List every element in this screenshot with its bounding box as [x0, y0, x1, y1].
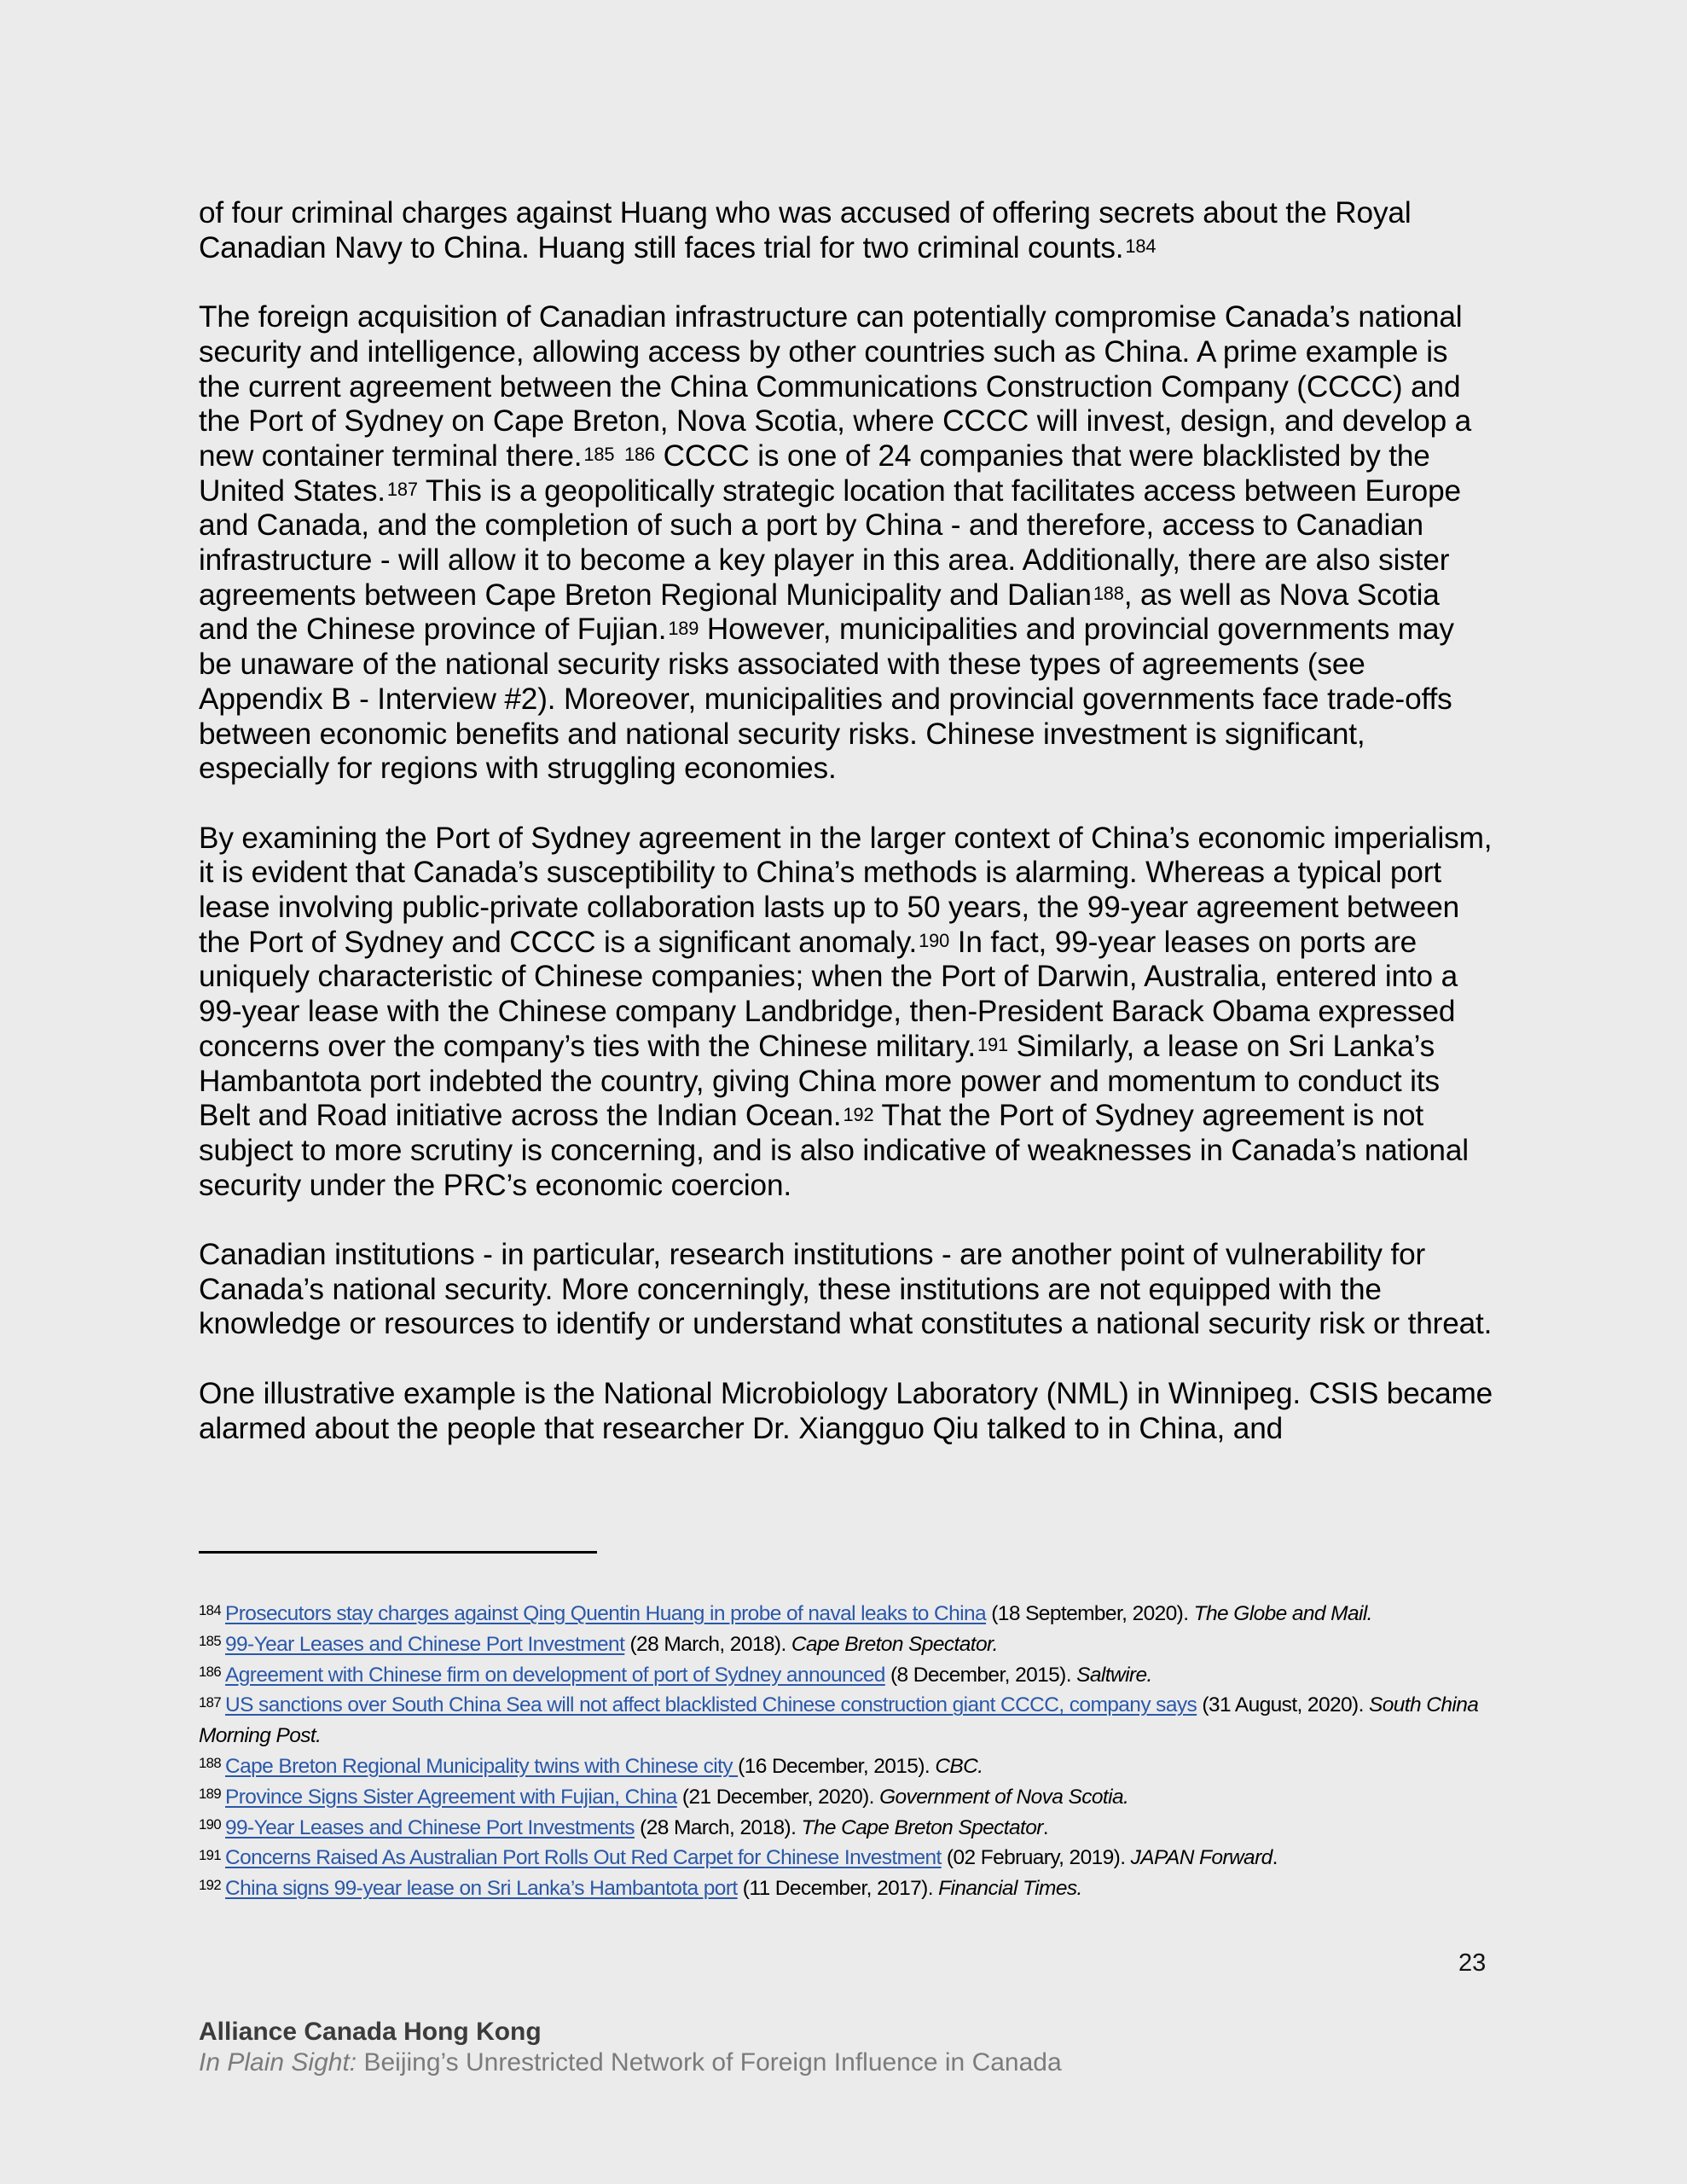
- footnote-item: [199, 1690, 1495, 1751]
- footnote-number: 188: [199, 1755, 221, 1772]
- body-paragraph: [199, 1238, 1495, 1342]
- footnote-publication: CBC.: [935, 1754, 983, 1778]
- footnote-date: (11 December, 2017).: [737, 1877, 939, 1901]
- footnote-date: (02 February, 2019).: [941, 1846, 1131, 1870]
- footnote-source-link[interactable]: Prosecutors stay charges against Qing Quentin Huang in probe of naval leaks to China: [225, 1602, 987, 1625]
- footnote-item: [199, 1782, 1495, 1813]
- footnote-number: 184: [199, 1602, 221, 1619]
- footnote-number: 189: [199, 1785, 221, 1802]
- footnote-reference[interactable]: 189: [668, 617, 699, 639]
- footnote-reference[interactable]: 190: [919, 930, 950, 952]
- footnote-number: 187: [199, 1693, 221, 1711]
- paragraph-text: However, municipalities and provincial governments may be unaware of the national security risks associated with these types of agreements (see Appendix B - Interview #2). Moreover, municipalities and provincial governments face trade-offs between economic benefits and national security risks. Chinese investment is significant, especially for regions with struggling economies.: [199, 613, 1454, 786]
- footnote-number: 185: [199, 1632, 221, 1649]
- footnotes-list: [199, 1599, 1495, 1904]
- footer-report-title-rest: Beijing’s Unrestricted Network of Foreign Influence in Canada: [357, 2048, 1062, 2077]
- footnote-punctuation: .: [1042, 1815, 1049, 1839]
- footnote-date: (8 December, 2015).: [884, 1663, 1077, 1687]
- page-number: 23: [1458, 1949, 1487, 1977]
- footnote-separator: [199, 1551, 597, 1554]
- paragraph-text: The foreign acquisition of Canadian infrastructure can potentially compromise Canada’s national security and intelligence, allowing access by other countries such as China. A prime example is the current agreement between the China Communications Construction Company (CCCC) and the Port of Sydney on Cape Breton, Nova Scotia, where CCCC will invest, design, and develop a new container terminal there.: [199, 300, 1472, 473]
- footnote-publication: South China Morning Post.: [199, 1693, 1479, 1748]
- footnote-reference[interactable]: 185: [583, 444, 615, 466]
- footer-report-title: [199, 2048, 1062, 2078]
- footnote-source-link[interactable]: 99-Year Leases and Chinese Port Investment: [225, 1632, 625, 1656]
- footnote-source-link[interactable]: US sanctions over South China Sea will not affect blacklisted Chinese construction giant CCCC, company says: [225, 1693, 1197, 1717]
- paragraph-text: This is a geopolitically strategic location that facilitates access between Europe and Canada, and the completion of such a port by China - and therefore, access to Canadian infrastructure - will allow it to become a key player in this area. Additionally, there are also sister agreements between Cape Breton Regional Municipality and Dalian: [199, 473, 1461, 612]
- body-paragraph: [199, 1377, 1495, 1446]
- footer-org-name: Alliance Canada Hong Kong: [199, 2018, 542, 2046]
- footnote-publication: Government of Nova Scotia.: [879, 1785, 1129, 1809]
- footnote-item: [199, 1813, 1495, 1844]
- paragraph-text: In fact, 99-year leases on ports are uniquely characteristic of Chinese companies; when the Port of Darwin, Australia, entered into a 99-year lease with the Chinese company Landbridge, then-President Barack Obama expressed concerns over the company’s ties with the Chinese military.: [199, 925, 1458, 1063]
- footnote-date: (21 December, 2020).: [676, 1785, 880, 1809]
- page-footer: [199, 2017, 1062, 2078]
- footnote-number: 190: [199, 1815, 221, 1833]
- footnote-reference[interactable]: 184: [1125, 235, 1157, 258]
- footnote-source-link[interactable]: Cape Breton Regional Municipality twins with Chinese city: [225, 1754, 739, 1778]
- footnote-publication: JAPAN Forward: [1130, 1846, 1272, 1870]
- footer-report-title-italic: In Plain Sight:: [199, 2048, 357, 2077]
- footnote-reference[interactable]: 186: [624, 444, 655, 466]
- footnote-number: 192: [199, 1877, 221, 1894]
- footnote-date: (16 December, 2015).: [738, 1754, 936, 1778]
- paragraph-text: [614, 439, 623, 473]
- footnote-item: [199, 1629, 1495, 1660]
- footnote-publication: Saltwire.: [1076, 1663, 1152, 1687]
- footnote-source-link[interactable]: China signs 99-year lease on Sri Lanka’s Hambantota port: [225, 1877, 738, 1901]
- body-paragraph: [199, 196, 1495, 265]
- footnote-date: (31 August, 2020).: [1197, 1693, 1370, 1717]
- paragraph-text: Similarly, a lease on Sri Lanka’s Hambantota port indebted the country, giving China more power and momentum to conduct its Belt and Road initiative across the Indian Ocean.: [199, 1029, 1440, 1133]
- footnote-source-link[interactable]: Concerns Raised As Australian Port Rolls Out Red Carpet for Chinese Investment: [225, 1846, 942, 1870]
- footnote-publication: Cape Breton Spectator.: [791, 1632, 998, 1656]
- body-text: [199, 196, 1495, 1481]
- footnote-reference[interactable]: 188: [1093, 583, 1124, 605]
- paragraph-text: of four criminal charges against Huang who was accused of offering secrets about the Royal Canadian Navy to China. Huang still faces trial for two criminal counts.: [199, 196, 1412, 264]
- footnote-publication: The Cape Breton Spectator: [801, 1815, 1043, 1839]
- footnote-item: [199, 1843, 1495, 1873]
- paragraph-text: Canadian institutions - in particular, research institutions - are another point of vulnerability for Canada’s national security. More concerningly, these institutions are not equipped with the knowledge or resources to identify or understand what constitutes a national security risk or threat.: [199, 1238, 1493, 1341]
- footnote-reference[interactable]: 191: [977, 1034, 1008, 1056]
- footnote-date: (18 September, 2020).: [986, 1602, 1194, 1625]
- footnote-number: 186: [199, 1663, 221, 1680]
- footnote-publication: The Globe and Mail.: [1193, 1602, 1372, 1625]
- footnote-reference[interactable]: 192: [843, 1103, 874, 1125]
- footnote-number: 191: [199, 1846, 221, 1863]
- footnote-date: (28 March, 2018).: [624, 1632, 791, 1656]
- footnote-item: [199, 1599, 1495, 1629]
- paragraph-text: , as well as Nova Scotia and the Chinese province of Fujian.: [199, 578, 1440, 647]
- body-paragraph: [199, 822, 1495, 1204]
- footnote-source-link[interactable]: 99-Year Leases and Chinese Port Investments: [225, 1815, 635, 1839]
- footnote-publication: Financial Times.: [938, 1877, 1082, 1901]
- paragraph-text: One illustrative example is the National Microbiology Laboratory (NML) in Winnipeg. CSIS became alarmed about the people that researcher Dr. Xiangguo Qiu talked to in China, and: [199, 1376, 1493, 1445]
- footnote-item: [199, 1751, 1495, 1782]
- footnote-date: (28 March, 2018).: [634, 1815, 802, 1839]
- footnote-item: [199, 1873, 1495, 1904]
- paragraph-text: By examining the Port of Sydney agreement in the larger context of China’s economic imperialism, it is evident that Canada’s susceptibility to China’s methods is alarming. Whereas a typical port lease involving public-private collaboration lasts up to 50 years, the 99-year agreement between the Port of Sydney and CCCC is a significant anomaly.: [199, 821, 1493, 959]
- footnote-source-link[interactable]: Province Signs Sister Agreement with Fujian, China: [225, 1785, 677, 1809]
- footnote-item: [199, 1660, 1495, 1691]
- paragraph-text: CCCC is one of 24 companies that were blacklisted by the United States.: [199, 439, 1430, 508]
- footnote-punctuation: .: [1272, 1846, 1278, 1870]
- paragraph-text: That the Port of Sydney agreement is not subject to more scrutiny is concerning, and is also indicative of weaknesses in Canada’s national security under the PRC’s economic coercion.: [199, 1099, 1469, 1202]
- body-paragraph: [199, 300, 1495, 787]
- footnote-source-link[interactable]: Agreement with Chinese firm on development of port of Sydney announced: [225, 1663, 885, 1687]
- footnote-reference[interactable]: 187: [386, 479, 418, 501]
